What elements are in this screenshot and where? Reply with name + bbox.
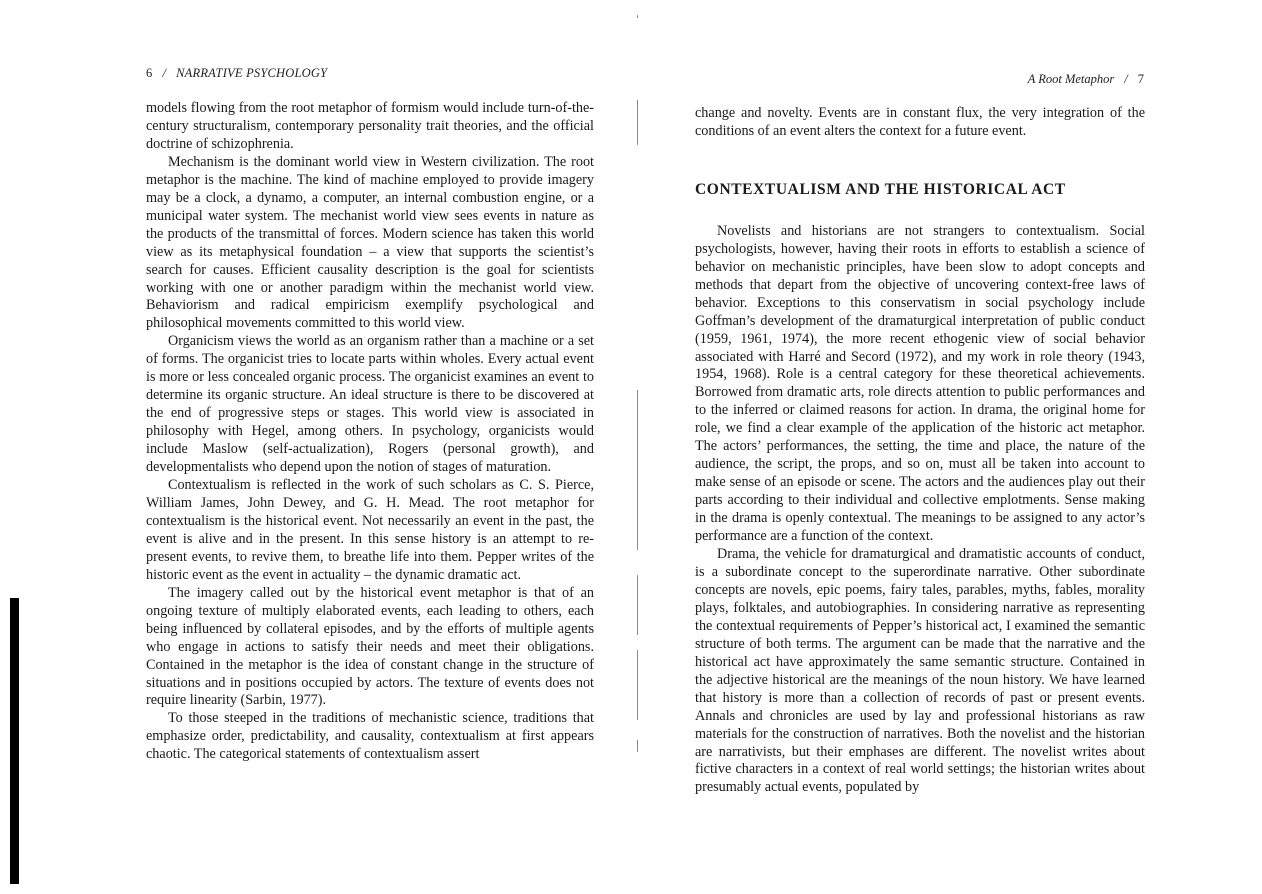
- gutter-line: [637, 650, 638, 720]
- paragraph: change and novelty. Events are in constant flux, the very integration of the conditions of an event alters the context for a future event.: [695, 105, 1145, 139]
- left-page-body: [146, 100, 594, 764]
- right-page-body: [695, 105, 1145, 797]
- section-heading: CONTEXTUALISM AND THE HISTORICAL ACT: [695, 180, 1066, 198]
- paragraph: models flowing from the root metaphor of formism would include turn-of-the-century structuralism, contemporary personality trait theories, and the official doctrine of schizophrenia.: [146, 100, 594, 152]
- paragraph: Drama, the vehicle for dramaturgical and dramatistic accounts of conduct, is a subordinate concept to the superordinate narrative. Other subordinate concepts are novels, epic poems, fairy tales, parables, myths, fables, morality plays, folktales, and autobiographies. In considering narrative as representing the contextual requirements of Pepper’s historical act, I examined the semantic structure of both terms. The argument can be made that the narrative and the historical act have approximately the same semantic structure. Contained in the adjective historical are the meanings of the noun history. We have learned that history is more than a collection of records of past or present events. Annals and chronicles are used by lay and professional historians as raw materials for the construction of narratives. Both the novelist and the historian are narrativists, but their emphases are different. The novelist writes about fictive characters in a context of real world settings; the historian writes about presumably actual events, populated by: [695, 546, 1145, 796]
- gutter-line: [637, 740, 638, 752]
- scan-edge-shadow: [10, 598, 19, 884]
- paragraph: Organicism views the world as an organism rather than a machine or a set of forms. The organicist tries to locate parts within wholes. Every actual event is more or less concealed organic process. The organicist examines an event to determine its organic structure. An ideal structure is there to be discovered at the end of progressive steps or stages. This world view is associated in philosophy with Hegel, among others. In psychology, organicists would include Maslow (self-actualization), Rogers (personal growth), and developmentalists who depend upon the notion of stages of maturation.: [146, 333, 594, 476]
- paragraph: The imagery called out by the historical event metaphor is that of an ongoing texture of multiply elaborated events, each leading to others, each being influenced by collateral episodes, and by the efforts of multiple agents who engage in actions to satisfy their needs and meet their obligations. Contained in the metaphor is the idea of constant change in the structure of situations and in positions occupied by actors. The texture of events does not require linearity (Sarbin, 1977).: [146, 584, 594, 709]
- left-running-title: NARRATIVE PSYCHOLOGY: [176, 66, 328, 80]
- paragraph: Novelists and historians are not strangers to contextualism. Social psychologists, however, having their roots in efforts to establish a science of behavior on mechanistic principles, have been slow to adopt concepts and methods that depart from the objective of uncovering context-free laws of behavior. Exceptions to this conservatism in social psychology include Goffman’s development of the dramaturgical interpretation of public conduct (1959, 1961, 1974), the more recent ethogenic view of social behavior associated with Harré and Secord (1972), and my work in role theory (1943, 1954, 1968). Role is a central category for these theoretical achievements. Borrowed from dramatic arts, role directs attention to public performances and to the inferred or claimed reasons for action. In drama, the original home for role, we find a clear example of the application of the historic act metaphor. The actors’ performances, the setting, the time and place, the nature of the audience, the script, the props, and so on, must all be taken into account to make sense of an episode or scene. The actors and the audiences play out their parts according to their individual and collective emplotments. Sense making in the drama is openly contextual. The meanings to be assigned to any actor’s performance are a function of the context.: [695, 222, 1145, 545]
- right-page-number: 7: [1137, 72, 1144, 86]
- right-header-separator: /: [1124, 72, 1128, 86]
- gutter-mark: [637, 15, 638, 18]
- right-running-title: A Root Metaphor: [1027, 72, 1115, 86]
- gutter-line: [637, 575, 638, 635]
- left-page-number: 6: [146, 66, 153, 80]
- paragraph: To those steeped in the traditions of mechanistic science, traditions that emphasize order, predictability, and causality, contextualism at first appears chaotic. The categorical statements of contextualism assert: [146, 710, 594, 763]
- paragraph: Contextualism is reflected in the work of such scholars as C. S. Pierce, William James, John Dewey, and G. H. Mead. The root metaphor for contextualism is the historical event. Not necessarily an event in the past, the event is alive and in the present. In this sense history is an attempt to re-present events, to revive them, to breathe life into them. Pepper writes of the historic event as the event in actuality – the dynamic dramatic act.: [146, 477, 594, 583]
- gutter-line: [637, 100, 638, 145]
- paragraph: Mechanism is the dominant world view in Western civilization. The root metaphor is the machine. The kind of machine employed to provide imagery may be a clock, a dynamo, a computer, an internal combustion engine, or a municipal water system. The mechanist world view sees events in nature as the products of the transmittal of forces. Modern science has taken this world view as its metaphysical foundation – a view that supports the scientist’s search for causes. Efficient causality description is the goal for scientists working with one or another paradigm within the mechanist world view. Behaviorism and radical empiricism exemplify psychological and philosophical movements committed to this world view.: [146, 153, 594, 332]
- left-page-header: [146, 66, 327, 81]
- right-page-header: [1028, 72, 1144, 87]
- left-header-separator: /: [162, 66, 167, 80]
- gutter-line: [637, 390, 638, 550]
